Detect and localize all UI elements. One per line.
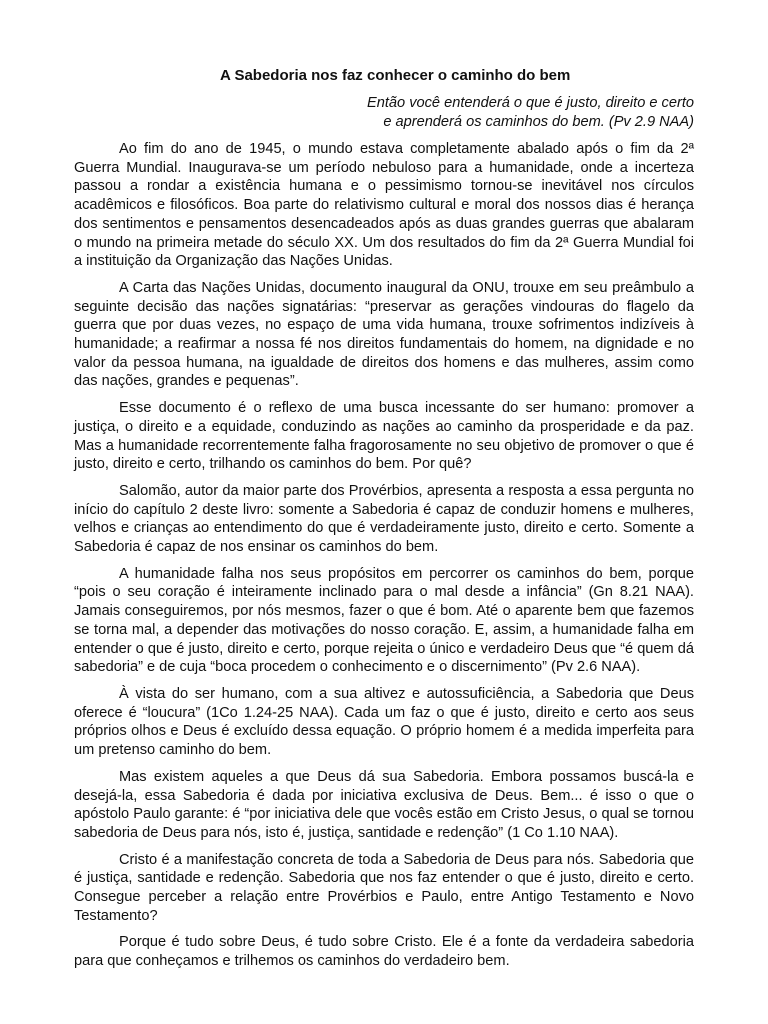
paragraph: A humanidade falha nos seus propósitos em percorrer os caminhos do bem, porque “pois o seu coração é inteiramente inclinado para o mal desde a infância” (Gn 8.21 NAA). Jamais conseguiremos, por nós mesmos, fazer o que é bom. Até o aparente bem que fazemos se torna mal, a depender das motivações do nosso coração. E, assim, a humanidade falha em entender o que é justo, direito e certo, porque rejeita o único e verdadeiro Deus que “é quem dá sabedoria” e de cuja “boca procedem o conhecimento e o discernimento” (Pv 2.6 NAA). bbox=[74, 565, 694, 676]
paragraph: Cristo é a manifestação concreta de toda a Sabedoria de Deus para nós. Sabedoria que é justiça, santidade e redenção. Sabedoria que nos faz entender o que é justo, direito e certo. Consegue perceber a relação entre Provérbios e Paulo, entre Antigo Testamento e Novo Testamento? bbox=[74, 851, 694, 924]
document-title: A Sabedoria nos faz conhecer o caminho do bem bbox=[220, 67, 571, 84]
paragraph: Esse documento é o reflexo de uma busca incessante do ser humano: promover a justiça, o direito e a equidade, conduzindo as nações ao caminho da prosperidade e da paz. Mas a humanidade recorrentemente falha fragorosamente no seu objetivo de promover o que é justo, direito e certo, trilhando os caminhos do bem. Por quê? bbox=[74, 400, 694, 473]
epigraph-line: e aprenderá os caminhos do bem. (Pv 2.9 NAA) bbox=[383, 113, 694, 130]
paragraph: À vista do ser humano, com a sua altivez e autossuficiência, a Sabedoria que Deus oferece é “loucura” (1Co 1.24-25 NAA). Cada um faz o que é justo, direito e certo aos seus próprios olhos e Deus é excluído dessa equação. O próprio homem é a medida imperfeita para um pretenso caminho do bem. bbox=[74, 685, 694, 759]
paragraph: Ao fim do ano de 1945, o mundo estava completamente abalado após o fim da 2ª Guerra Mundial. Inaugurava-se um período nebuloso para a humanidade, onde a incerteza passou a rondar a existência humana e o pessimismo tornou-se inevitável nos círculos acadêmicos e filosóficos. Boa parte do relativismo cultural e moral dos nossos dias é herança dos sentimentos e pensamentos desencadeados após as duas grandes guerras que abalaram o mundo na primeira metade do século XX. Um dos resultados do fim da 2ª Guerra Mundial foi a instituição da Organização das Nações Unidas. bbox=[74, 141, 694, 270]
paragraph: Salomão, autor da maior parte dos Provérbios, apresenta a resposta a essa pergunta no início do capítulo 2 deste livro: somente a Sabedoria é capaz de conduzir homens e mulheres, velhos e crianças ao entendimento do que é verdadeiramente justo, direito e certo. Somente a Sabedoria é capaz de nos ensinar os caminhos do bem. bbox=[74, 482, 694, 556]
paragraph: Porque é tudo sobre Deus, é tudo sobre Cristo. Ele é a fonte da verdadeira sabedoria para que conheçamos e trilhemos os caminhos do verdadeiro bem. bbox=[74, 934, 694, 970]
paragraph: A Carta das Nações Unidas, documento inaugural da ONU, trouxe em seu preâmbulo a seguinte decisão das nações signatárias: “preservar as gerações vindouras do flagelo da guerra que por duas vezes, no espaço de uma vida humana, trouxe sofrimentos indizíveis à humanidade; a reafirmar a nossa fé nos direitos fundamentais do homem, na dignidade e no valor da pessoa humana, na igualdade de direitos dos homens e das mulheres, assim como das nações, grandes e pequenas”. bbox=[74, 279, 694, 390]
document-body bbox=[74, 66, 694, 971]
paragraph: Mas existem aqueles a que Deus dá sua Sabedoria. Embora possamos buscá-la e desejá-la, essa Sabedoria é dada por iniciativa exclusiva de Deus. Bem... é isso o que o apóstolo Paulo garante: é “por iniciativa dele que vocês estão em Cristo Jesus, o qual se tornou sabedoria de Deus para nós, isto é, justiça, santidade e redenção” (1 Co 1.10 NAA). bbox=[74, 768, 694, 841]
epigraph-line: Então você entenderá o que é justo, direito e certo bbox=[367, 95, 694, 111]
epigraph bbox=[74, 94, 694, 131]
